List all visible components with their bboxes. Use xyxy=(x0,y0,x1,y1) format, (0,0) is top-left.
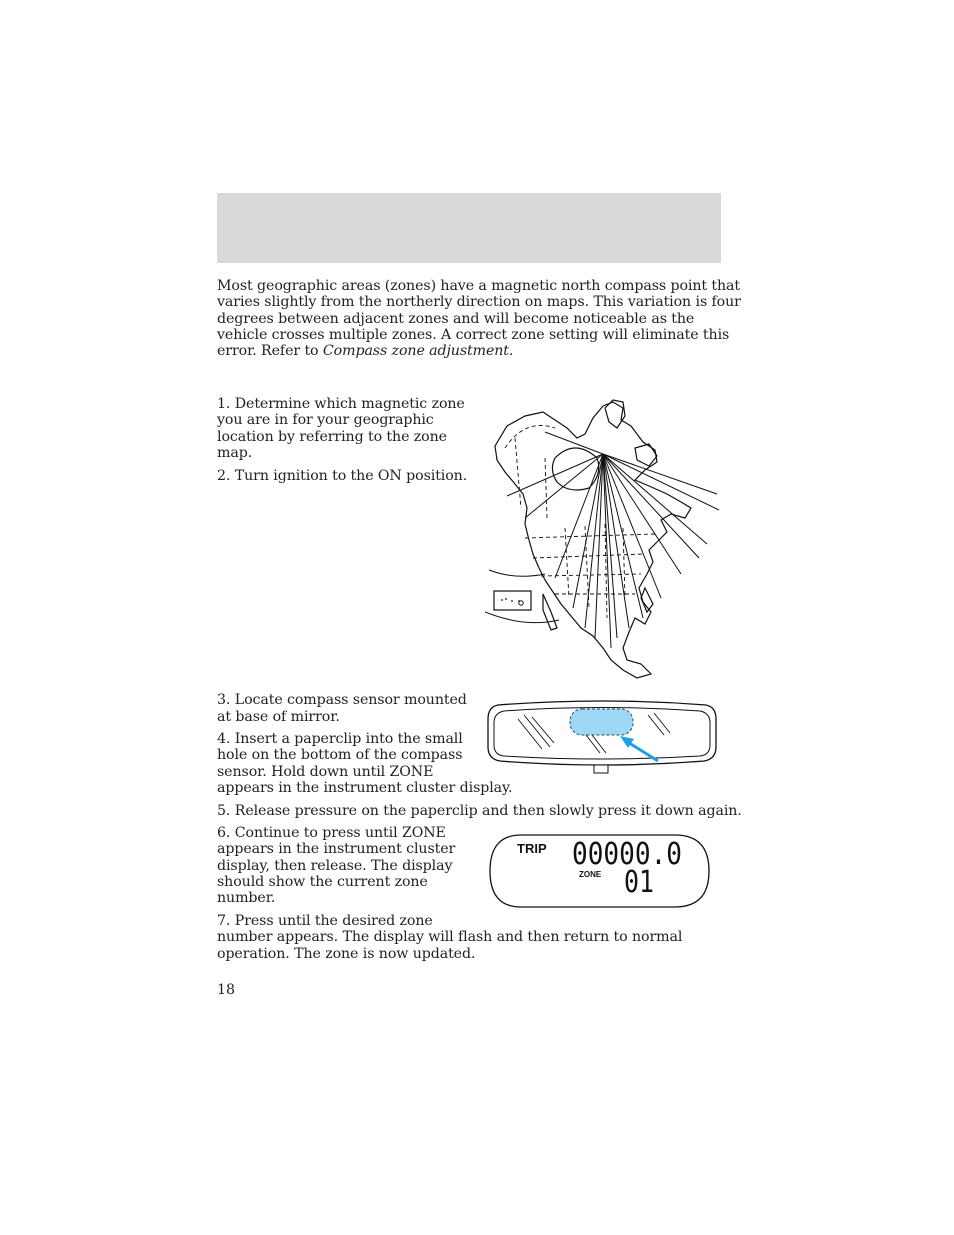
step-line: number. xyxy=(217,890,276,906)
rearview-mirror-figure xyxy=(484,699,720,775)
step-line: you are in for your geographic xyxy=(217,412,434,428)
compass-sensor xyxy=(570,709,633,735)
odometer-value: 00000.0 xyxy=(572,837,682,872)
step-line: 3. Locate compass sensor mounted xyxy=(217,692,467,708)
step-line: map. xyxy=(217,445,253,461)
step-line: should show the current zone xyxy=(217,874,428,890)
intro-line: Most geographic areas (zones) have a magnetic north compass point that xyxy=(217,278,740,294)
step-5: 5. Release pressure on the paperclip and then slowly press it down again. xyxy=(217,803,742,819)
intro-line: varies slightly from the northerly direction on maps. This variation is four xyxy=(217,294,741,310)
section-header-bar xyxy=(217,193,721,263)
intro-line-last xyxy=(217,343,513,359)
page-number: 18 xyxy=(217,982,236,998)
zone-label: ZONE xyxy=(579,870,602,879)
intro-line: vehicle crosses multiple zones. A correct zone setting will eliminate this xyxy=(217,327,730,343)
cluster-display-figure xyxy=(489,834,711,909)
step-line: at base of mirror. xyxy=(217,709,340,725)
step-line: 1. Determine which magnetic zone xyxy=(217,396,465,412)
intro-suffix: . xyxy=(508,343,514,359)
step-line: hole on the bottom of the compass xyxy=(217,747,463,763)
step-line: 4. Insert a paperclip into the small xyxy=(217,731,463,747)
cross-reference-link[interactable]: Compass zone adjustment xyxy=(322,343,509,359)
step-line: location by referring to the zone xyxy=(217,429,447,445)
step-line: number appears. The display will flash and then return to normal xyxy=(217,929,683,945)
zone-number: 01 xyxy=(624,865,654,900)
step-line: appears in the instrument cluster display. xyxy=(217,780,513,796)
step-line: operation. The zone is now updated. xyxy=(217,946,476,962)
step-line: sensor. Hold down until ZONE xyxy=(217,764,434,780)
trip-label: TRIP xyxy=(517,841,547,856)
zone-map-figure xyxy=(485,398,725,680)
step-line: 6. Continue to press until ZONE xyxy=(217,825,446,841)
step-line: 7. Press until the desired zone xyxy=(217,913,433,929)
step-line: appears in the instrument cluster xyxy=(217,841,456,857)
step-line: display, then release. The display xyxy=(217,858,453,874)
intro-prefix: error. Refer to xyxy=(217,343,323,359)
intro-line: degrees between adjacent zones and will become noticeable as the xyxy=(217,311,695,327)
step-2: 2. Turn ignition to the ON position. xyxy=(217,468,468,484)
